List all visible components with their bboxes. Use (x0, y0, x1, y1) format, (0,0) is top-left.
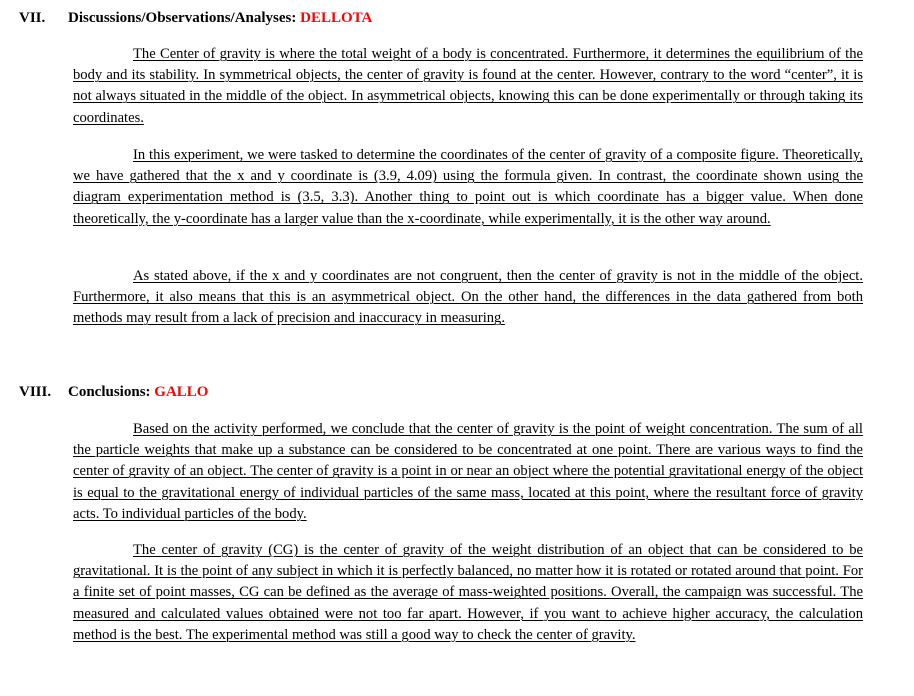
paragraph: Based on the activity performed, we conclude that the center of gravity is the point of weight concentration. The sum of all the particle weights that make up a substance can be considered to be concentrated at one point. There are various ways to find the center of gravity of an object. The center of gravity is a point in or near an object where the potential gravitational energy of the object is equal to the gravitational energy of individual particles of the same mass, located at this point, where the resultant force of gravity acts. To individual particles of the body. (73, 421, 863, 522)
section-heading-conclusions (19, 383, 208, 401)
paragraph: The center of gravity (CG) is the center of gravity of the weight distribution of an object that can be considered to be gravitational. It is the point of any subject in which it is perfectly balanced, no matter how it is rotated or rotated around that point. For a finite set of point masses, CG can be defined as the average of mass-weighted positions. Overall, the campaign was successful. The measured and calculated values obtained were not too far apart. However, if you want to achieve higher accuracy, the calculation method is the best. The experimental method was still a good way to check the center of gravity. (73, 542, 863, 643)
paragraph: In this experiment, we were tasked to determine the coordinates of the center of gravity of a composite figure. Theoretically, we have gathered that the x and y coordinate is (3.9, 4.09) using the formula given. In contrast, the coordinate shown using the diagram experimentation method is (3.5, 3.3). Another thing to point out is which coordinate has a bigger value. When done theoretically, the y-coordinate has a larger value than the x-coordinate, while experimentally, it is the other way around. (73, 147, 863, 227)
section-heading-discussions (19, 9, 372, 27)
section-number: VII. (19, 10, 46, 26)
paragraph: As stated above, if the x and y coordinates are not congruent, then the center of gravity is not in the middle of the object. Furthermore, it also means that this is an asymmetrical object. On the other hand, the differences in the data gathered from both methods may result from a lack of precision and inaccuracy in measuring. (73, 268, 863, 327)
section-author: DELLOTA (300, 10, 373, 26)
section-number: VIII. (19, 384, 52, 400)
paragraph: The Center of gravity is where the total weight of a body is concentrated. Furthermore, it determines the equilibrium of the body and its stability. In symmetrical objects, the center of gravity is found at the center. However, contrary to the word “center”, it is not always situated in the middle of the object. In asymmetrical objects, knowing this can be done experimentally or through taking its coordinates. (73, 46, 863, 126)
section-title: Conclusions: (68, 384, 155, 400)
section-author: GALLO (154, 384, 209, 400)
section-title: Discussions/Observations/Analyses: (68, 10, 301, 26)
